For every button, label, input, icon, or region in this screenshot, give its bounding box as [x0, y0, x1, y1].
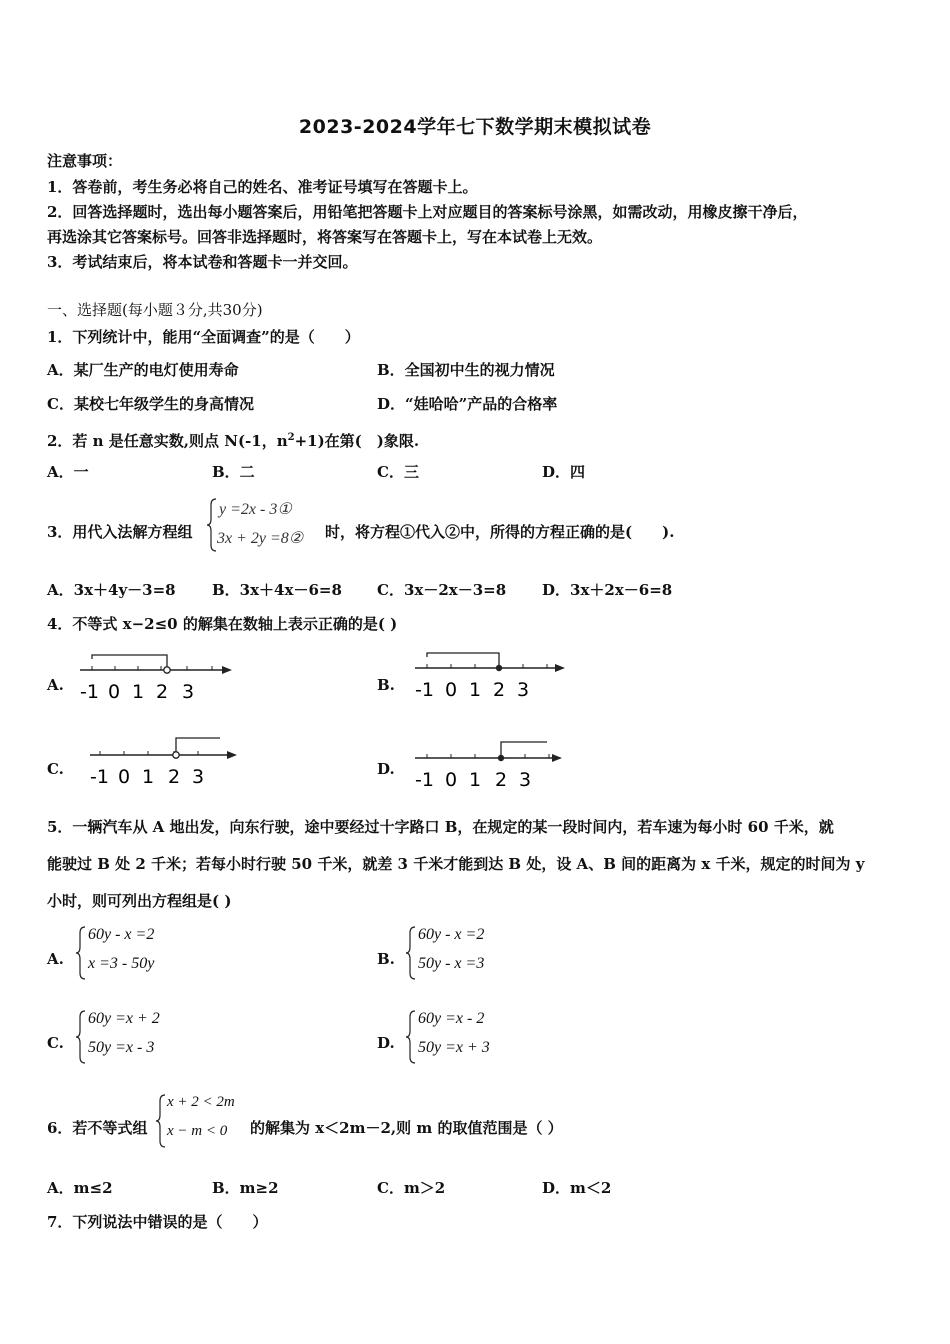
- question-5-line: 能驶过 B 处 2 千米；若每小时行驶 50 千米，就差 3 千米才能到达 B 处，设 A、B 间的距离为 x 千米，规定的时间为 y: [47, 855, 865, 873]
- question-2-stem: [47, 428, 419, 451]
- q6-option-d: D．m＜2: [542, 1179, 612, 1197]
- question-4-stem: 4．不等式 x−2≤0 的解集在数轴上表示正确的是( ): [47, 615, 398, 633]
- q5-option-c-label: C.: [47, 1034, 64, 1052]
- notice-item: 2．回答选择题时，选出每小题答案后，用铅笔把答题卡上对应题目的答案标号涂黑，如需改动，用橡皮擦干净后，: [47, 203, 808, 221]
- q3-stem-b: 时，将方程①代入②中，所得的方程正确的是( ).: [325, 523, 675, 541]
- tick-label: -1: [415, 679, 434, 700]
- q5-a-equation-1: 60y - x =2: [88, 926, 155, 943]
- tick-label: 3: [182, 681, 195, 702]
- q5-option-b-label: B.: [377, 950, 395, 968]
- q6-equation-2: x − m < 0: [167, 1123, 228, 1139]
- q2-option-a: A．一: [47, 463, 89, 481]
- q4-option-d-label: D.: [377, 760, 395, 778]
- q5-b-brace: [405, 925, 417, 981]
- question-1-stem: 1．下列统计中，能用“全面调查”的是（ ）: [47, 328, 360, 346]
- q1-option-a: A．某厂生产的电灯使用寿命: [47, 361, 239, 379]
- q2-superscript: 2: [287, 432, 295, 443]
- question-7-stem: 7．下列说法中错误的是（ ）: [47, 1213, 268, 1231]
- q4-option-b-label: B.: [377, 676, 395, 694]
- q5-c-equation-1: 60y =x + 2: [88, 1010, 160, 1027]
- q5-d-equation-2: 50y =x + 3: [418, 1039, 490, 1056]
- tick-label: 3: [192, 766, 205, 788]
- q2-option-c: C．三: [377, 463, 419, 481]
- tick-label: 3: [517, 679, 530, 700]
- q4-number-line-c: [80, 733, 250, 789]
- tick-label: 0: [108, 681, 121, 702]
- tick-label: -1: [415, 769, 434, 791]
- tick-label: 3: [519, 769, 532, 791]
- tick-label: 0: [118, 766, 131, 788]
- q2-option-b: B．二: [212, 463, 255, 481]
- q4-number-line-b: [405, 648, 575, 700]
- q5-b-equation-2: 50y - x =3: [418, 955, 485, 972]
- q6-stem-a: 6．若不等式组: [47, 1119, 148, 1137]
- q5-a-equation-2: x =3 - 50y: [88, 955, 155, 972]
- q1-option-d: D．“娃哈哈”产品的合格率: [377, 395, 558, 413]
- q4-number-line-a: [72, 650, 242, 702]
- q5-b-equation-1: 60y - x =2: [418, 926, 485, 943]
- notice-heading: 注意事项：: [47, 152, 123, 170]
- q6-equation-1: x + 2 < 2m: [167, 1094, 235, 1110]
- q6-stem-b: 的解集为 x＜2m－2,则 m 的取值范围是（ ）: [250, 1119, 563, 1137]
- q2-stem-b: +1)在第( )象限.: [294, 432, 420, 450]
- q3-equation-1: y =2x - 3①: [219, 501, 292, 518]
- q3-stem-a: 3．用代入法解方程组: [47, 523, 193, 541]
- q5-option-a-label: A.: [47, 950, 64, 968]
- q1-option-c: C．某校七年级学生的身高情况: [47, 395, 254, 413]
- tick-label: 2: [493, 679, 506, 700]
- q3-option-b: B．3x＋4x－6=8: [212, 581, 342, 599]
- tick-label: 2: [495, 769, 508, 791]
- tick-label: -1: [80, 681, 99, 702]
- question-5-line: 5．一辆汽车从 A 地出发，向东行驶，途中要经过十字路口 B，在规定的某一段时间内，若车速为每小时 60 千米，就: [47, 818, 834, 836]
- question-5-line: 小时，则可列出方程组是( ): [47, 892, 232, 910]
- q6-option-b: B．m≥2: [212, 1179, 279, 1197]
- tick-label: 2: [156, 681, 169, 702]
- q6-option-a: A．m≤2: [47, 1179, 113, 1197]
- notice-item: 3．考试结束后，将本试卷和答题卡一并交回。: [47, 253, 358, 271]
- tick-label: 0: [445, 769, 458, 791]
- section-heading: 一、选择题(每小题３分,共30分): [47, 301, 263, 319]
- q3-option-c: C．3x－2x－3=8: [377, 581, 507, 599]
- q4-option-c-label: C.: [47, 760, 64, 778]
- q5-c-equation-2: 50y =x - 3: [88, 1039, 155, 1056]
- notice-item: 1．答卷前，考生务必将自己的姓名、准考证号填写在答题卡上。: [47, 178, 478, 196]
- q2-stem-a: 2．若 n 是任意实数,则点 N(-1，n: [47, 432, 288, 450]
- q5-a-brace: [75, 925, 87, 981]
- q5-option-d-label: D.: [377, 1034, 395, 1052]
- q3-option-a: A．3x＋4y－3=8: [47, 581, 176, 599]
- tick-label: 1: [142, 766, 155, 788]
- tick-label: 1: [469, 679, 482, 700]
- notice-item: 再选涂其它答案标号。回答非选择题时，将答案写在答题卡上，写在本试卷上无效。: [47, 228, 603, 246]
- tick-label: 1: [469, 769, 482, 791]
- q5-d-equation-1: 60y =x - 2: [418, 1010, 485, 1027]
- q4-option-a-label: A.: [47, 676, 64, 694]
- tick-label: 2: [168, 766, 181, 788]
- tick-label: -1: [90, 766, 109, 788]
- q6-option-c: C．m＞2: [377, 1179, 446, 1197]
- q5-d-brace: [405, 1009, 417, 1065]
- q5-c-brace: [75, 1009, 87, 1065]
- tick-label: 1: [132, 681, 145, 702]
- q2-option-d: D．四: [542, 463, 586, 481]
- q1-option-b: B．全国初中生的视力情况: [377, 361, 555, 379]
- q4-number-line-d: [405, 736, 575, 792]
- page-title: 2023-2024学年七下数学期末模拟试卷: [298, 116, 652, 138]
- q6-brace: [155, 1093, 167, 1149]
- tick-label: 0: [445, 679, 458, 700]
- q3-equation-2: 3x + 2y =8②: [217, 530, 304, 547]
- q3-option-d: D．3x＋2x－6=8: [542, 581, 673, 599]
